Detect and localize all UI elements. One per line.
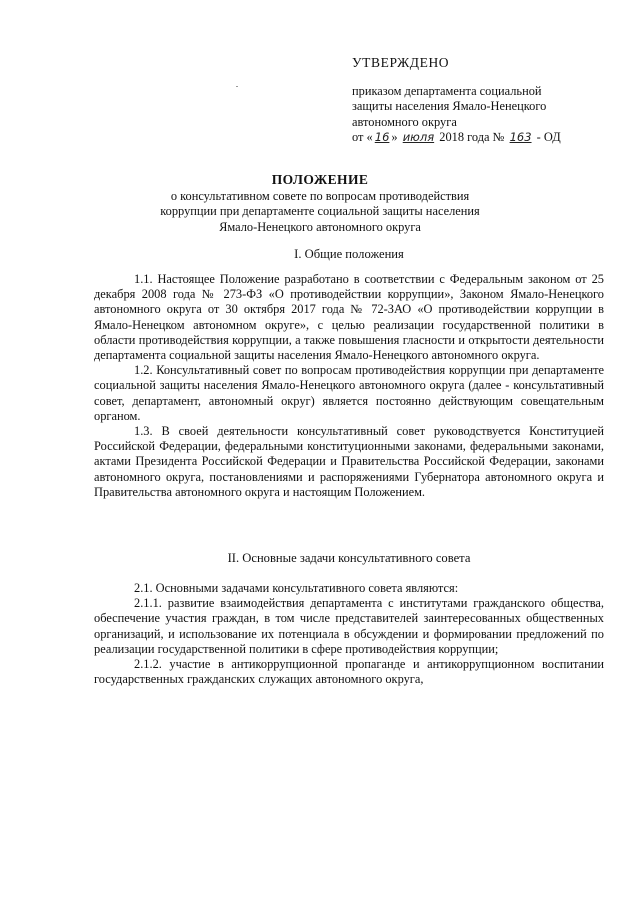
paragraph-1-2: 1.2. Консультативный совет по вопросам противодействия коррупции при департаменте социальной защиты населения Ямало-Ненецкого автономного округа (далее - консультативный совет, департамент, автономный округ) является постоянно действующим совещательным органом. xyxy=(94,363,604,423)
handwritten-month: июля xyxy=(402,129,435,144)
approval-line-2: защиты населения Ямало-Ненецкого xyxy=(352,99,547,114)
document-title-block xyxy=(100,172,540,235)
handwritten-number: 163 xyxy=(509,129,532,144)
section-1-heading: I. Общие положения xyxy=(294,247,404,261)
approval-date-line xyxy=(352,130,612,145)
section-2-body xyxy=(94,581,604,687)
approval-line-3: автономного округа xyxy=(352,114,457,129)
date-mid: » xyxy=(391,129,398,144)
paragraph-2-1-1: 2.1.1. развитие взаимодействия департамента с институтами гражданского общества, обеспечение участия граждан, в том числе представителей заинтересованных общественных организаций, и использование их потенциала в обсуждении и формировании предложений по реализации государственной политики в сфере противодействия коррупции; xyxy=(94,596,604,656)
subtitle-line-3: Ямало-Ненецкого автономного округа xyxy=(219,219,421,234)
scan-speck xyxy=(236,86,238,87)
subtitle-line-2: коррупции при департаменте социальной защиты населения xyxy=(160,204,480,219)
paragraph-1-3: 1.3. В своей деятельности консультативный совет руководствуется Конституцией Российской Федерации, федеральными конституционными законами, федеральными законами, актами Президента Российской Федерации и Правительства Российской Федерации, законами автономного округа, постановлениями и распоряжениями Губернатора автономного округа и Правительства автономного округа и настоящим Положением. xyxy=(94,424,604,499)
section-2-heading: II. Основные задачи консультативного совета xyxy=(227,551,471,565)
order-suffix: - ОД xyxy=(536,129,561,144)
subtitle-line-1: о консультативном совете по вопросам противодействия xyxy=(170,189,470,204)
section-1-body xyxy=(94,272,604,500)
approval-stamp: УТВЕРЖДЕНО xyxy=(352,55,450,70)
year-text: 2018 года № xyxy=(439,129,505,144)
document-title: ПОЛОЖЕНИЕ xyxy=(271,172,369,187)
approval-line-1: приказом департамента социальной xyxy=(352,84,542,99)
paragraph-1-1: 1.1. Настоящее Положение разработано в соответствии с Федеральным законом от 25 декабря 2008 года № 273-ФЗ «О противодействии коррупции», Законом Ямало-Ненецкого автономного округа от 30 октября 2017 года № 72-ЗАО «О противодействии коррупции в Ямало-Ненецком автономном округе», с целью реализации государственной политики в области противодействия коррупции, а также повышения гласности и открытости деятельности департамента социальной защиты населения Ямало-Ненецкого автономного округа. xyxy=(94,272,604,363)
handwritten-day: 16 xyxy=(374,129,390,144)
approval-block xyxy=(352,55,612,145)
paragraph-2-1-2: 2.1.2. участие в антикоррупционной пропаганде и антикоррупционном воспитании государственных гражданских служащих автономного округа, xyxy=(94,657,604,687)
date-prefix: от « xyxy=(352,129,373,144)
paragraph-2-1: 2.1. Основными задачами консультативного совета являются: xyxy=(134,581,459,595)
